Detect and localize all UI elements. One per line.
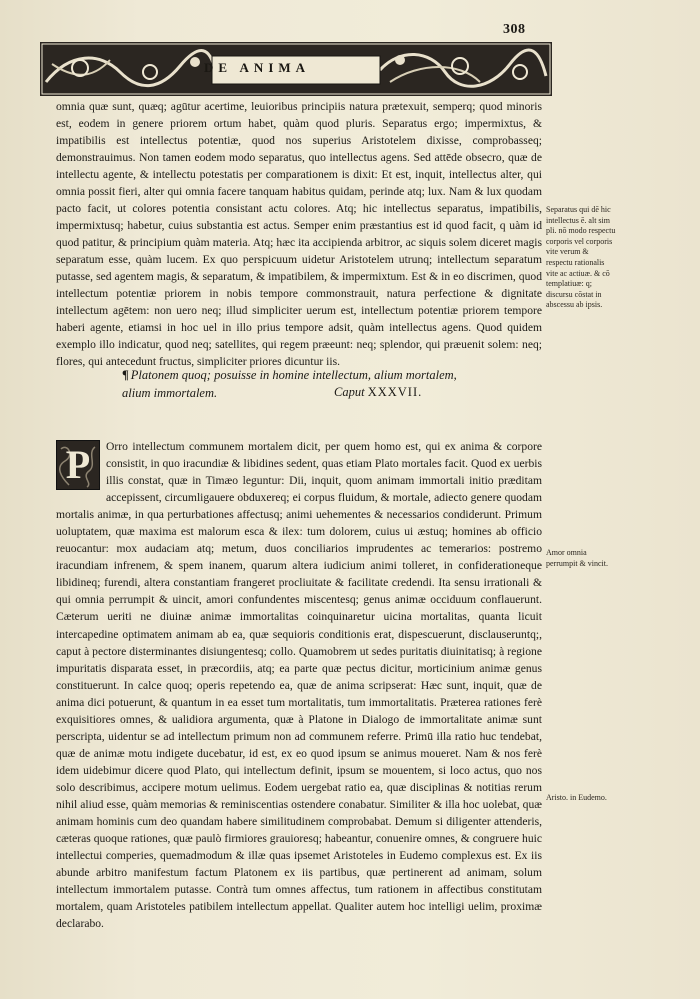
chapter-title-line2: alium immortalem. bbox=[122, 386, 218, 400]
paragraph: Orro intellectum communem mortalem dicit, per quem homo est, qui ex anima & corpore consistit, in quo iracundiæ & libidines sedent, quas etiam Plato mortales facit. Quod ex uerbis illis constat, quæ in Timæo leguntur: Dii, inquit, quom animam immortali initio præditam accepissent, circumligauere obduxereq; ei corpus fluidum, & mortale, adiecto genere quodam mortalis animæ, in qua perturbationes affectusq; animi uehementes & necessarios condiderunt. Primum uoluptatem, quæ maxima est malorum esca & ilex: tum dolorem, cuius ui æstuq; homines ab officio reuocantur: mox audaciam atq; metum, duos conciliarios imprudentes ac temerarios: postremo iracundiam infrenem, & spem inanem, quarum altera iudicium animi tolleret, in confiderationeque libidineq; furendi, altera constantiam frangeret procliuitate & facilitate credendi. Ita sensu irrationali & qui omnia perrumpit & uincit, amori confundentes miscentesq; genus animæ occiduum conflauerunt. Cæterum ueriti ne diuinæ animæ immortalitas coinquinaretur uicina mortalitas, quanta licuit intercapedine optimatem animam ab ea, quæ sequioris conditionis erat, dispescuerunt, disclauseruntq;, caput à pectore disterminantes disiungentesq; collo. Quamobrem ut sedes puritatis diuinitatisq; à regione impuritatis disparata esset, in præcordiis, atq; ea parte quæ pectus dicitur, morticinium animæ genus constituerunt. In calce quoq; operis repetendo ea, quæ de anima scripserat: Hæc sunt, inquit, quæ de anima dici potuerunt, & quantum in ea esset tum mortalitatis, tum immortalitatis. Præterea rationes ferè exquisitiores omnes, & ualidiora argumenta, quæ à Platone in Dialogo de immortalitate animæ sunt perscripta, uidentur se ad intellectum primum non ad communem referre. Primū illa ratio huc tendebat, quæ de animæ motu indigete ducebatur, id est, ex eo quod ipsum se animus moueret. Nam & nos ferè idem uidebimur dicere quod Plato, qui intellectum definit, ipsum se mouentem, si loco actus, quo nos solo describimus, accipere motum uelimus. Eodem uergebat ratio ea, quæ disciplinas & notitias rerum nihil aliud esse, quàm memorias & reminiscentias ostendere conabatur. Similiter & illa hoc uolebat, quæ animam hominis cum deo quandam habere similitudinem comprobabat. Demum si diligenter attenderis, cæteras quoque rationes, quæ paulò firmiores grauioresq; habeantur, conuenire omnes, & congruere huic intellectui comperies, quemadmodum & illæ quas ipsemet Aristoteles in Eudemo complexus est. Ex iis abunde arbitro manifestum factum Platonem ex iis partibus, quæ pertinerent ad animam, solum intellectum immortalem putasse. Contrà tum omnes affectus, tum rationem in affectibus constitutam mortalem, quam Aristoteles patibilem intellectum appellat. Qualiter autem hoc intelligi uelim, proximæ declarabo. bbox=[56, 440, 542, 931]
marginal-note: Separatus qui dē hic intellectus ē. alt sim pli. nō modo respectu corporis vel corporis vite verum & respectu rationalis vite ac actiuæ. & cō templatiuæ: q; discursu cōstat in abscessu ab ipsis. bbox=[546, 205, 616, 310]
initial-letter: P bbox=[65, 442, 91, 487]
chapter-number bbox=[334, 385, 422, 400]
paragraph: omnia quæ sunt, quæq; agūtur acertime, leuioribus principiis natura prætexuit, semperq; quod minoris est, eodem in genere priorem ortum habet, quàm quod pluris. Separatus ergo; impermixtus, & impatibilis est intellectus potentiæ, quod nos superius Aristotelem dixisse, comprobasseq; demonstrauimus. Non tamen eodem modo separatus, quo intellectus agens. Sed attēde obsecro, quæ de intellectu agente, & intellectu potestatis per comparationem is dixit: Et est, inquit, intellectus alter, qui omnia possit fieri, alter qui omnia facere tanquam habitus quidam, perinde atq; lux. Nam & lux quodam pacto facit, ut colores potentia consistant actu colores. Atq; hic intellectus separatus, impatibilis, impermixtusq; habetur, cuius substantia est actus. Semper enim præstantius est id quod facit, q uàm id quod patitur, & principium quàm materia. Atq; hæc ita accipienda arbitror, ac siquis solem diceret magis separatum esse, quàm lucem. Ex quo perspicuum uidetur Aristotelem utrunq; intellectum separatum putasse, sed agentem magis, & separatum, & impatibilem, & impermixtum. Est & in eo discrimen, quod intellectum potentiæ priorem in nobis tempore commonstrauit, natura perfectione & dignitate intellectum agētem: non uero neq; illud simpliciter uerum est, intellectum potentiæ priorem tempore haberi agente, etiamsi in hoc uel in illo prius tempore adsit, quàm intellectus agens. Quod quidem exemplo illo indicatur, quod neq; satellites, qui regem præeunt: neq; splendor, qui præuenit solem: neq; flores, qui antecedunt fructus, simpliciter priores dicuntur iis. bbox=[56, 100, 542, 368]
pilcrow-icon: ¶ bbox=[122, 368, 129, 382]
chapter-heading bbox=[122, 366, 542, 402]
ornamental-headband bbox=[40, 42, 552, 96]
running-head-title: DE ANIMA bbox=[203, 60, 311, 75]
caput-numeral: XXXVII. bbox=[367, 385, 423, 399]
main-text-top bbox=[56, 98, 542, 370]
marginal-note: Amor omnia perrumpit & vincit. bbox=[546, 548, 608, 568]
caput-label: Caput bbox=[334, 385, 365, 399]
folio-number: 308 bbox=[503, 22, 526, 37]
historiated-initial bbox=[56, 440, 100, 490]
main-text-bottom bbox=[56, 438, 542, 932]
chapter-title-line1: Platonem quoq; posuisse in homine intellectum, alium mortalem, bbox=[130, 368, 457, 382]
marginal-note: Aristo. in Eudemo. bbox=[546, 793, 607, 802]
